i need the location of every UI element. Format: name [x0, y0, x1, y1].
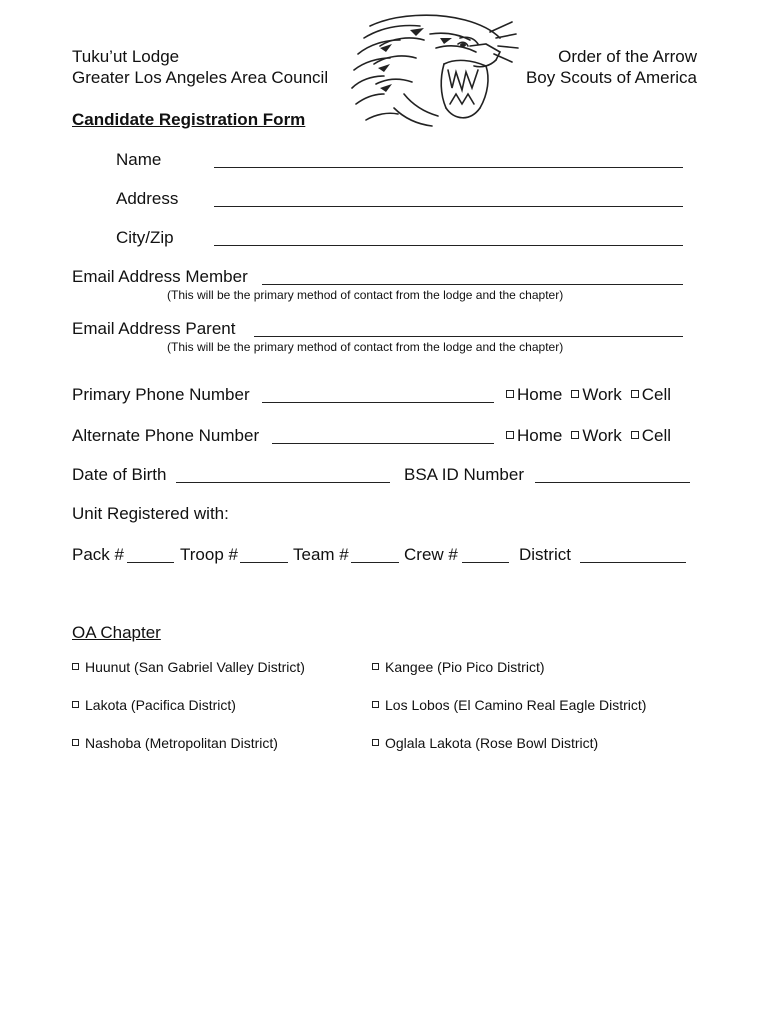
chapter-option[interactable]: Kangee (Pio Pico District): [372, 659, 545, 676]
checkbox-icon[interactable]: [372, 701, 379, 708]
primary-work-option[interactable]: Work: [571, 385, 621, 405]
checkbox-icon[interactable]: [506, 431, 514, 439]
checkbox-icon[interactable]: [372, 663, 379, 670]
lodge-name: Tuku’ut Lodge: [72, 47, 180, 66]
pack-label: Pack #: [72, 545, 124, 564]
chapter-option[interactable]: Lakota (Pacifica District): [72, 697, 236, 714]
chapter-option[interactable]: Oglala Lakota (Rose Bowl District): [372, 735, 598, 752]
crew-label: Crew #: [404, 545, 458, 564]
alternate-cell-option[interactable]: Cell: [631, 426, 671, 446]
team-label: Team #: [293, 545, 349, 564]
email-parent-note: (This will be the primary method of contact from the lodge and the chapter): [167, 340, 564, 354]
checkbox-icon[interactable]: [372, 739, 379, 746]
form-title: Candidate Registration Form: [72, 110, 306, 129]
primary-cell-option[interactable]: Cell: [631, 385, 671, 405]
email-member-label: Email Address Member: [72, 267, 248, 286]
chapter-option[interactable]: Los Lobos (El Camino Real Eagle District): [372, 697, 646, 714]
district-field[interactable]: [580, 562, 686, 563]
chapter-option[interactable]: Nashoba (Metropolitan District): [72, 735, 278, 752]
troop-field[interactable]: [240, 562, 288, 563]
chapter-option[interactable]: Huunut (San Gabriel Valley District): [72, 659, 305, 676]
checkbox-icon[interactable]: [72, 663, 79, 670]
email-parent-field[interactable]: [254, 336, 683, 337]
checkbox-icon[interactable]: [631, 431, 639, 439]
checkbox-icon[interactable]: [631, 390, 639, 398]
district-label: District: [519, 545, 571, 564]
organization-name: Boy Scouts of America: [525, 68, 697, 87]
email-member-note: (This will be the primary method of contact from the lodge and the chapter): [167, 288, 564, 302]
oa-chapter-heading: OA Chapter: [72, 623, 161, 642]
order-name: Order of the Arrow: [558, 47, 697, 66]
primary-home-option[interactable]: Home: [506, 385, 562, 405]
primary-phone-label: Primary Phone Number: [72, 385, 250, 404]
name-label: Name: [116, 150, 162, 169]
council-name: Greater Los Angeles Area Council: [72, 68, 329, 87]
cityzip-label: City/Zip: [116, 228, 174, 247]
bsa-id-label: BSA ID Number: [404, 465, 524, 484]
alternate-phone-label: Alternate Phone Number: [72, 426, 260, 445]
alternate-phone-field[interactable]: [272, 443, 494, 444]
checkbox-icon[interactable]: [571, 390, 579, 398]
alternate-home-option[interactable]: Home: [506, 426, 562, 446]
team-field[interactable]: [351, 562, 399, 563]
address-label: Address: [116, 189, 179, 208]
email-parent-label: Email Address Parent: [72, 319, 236, 338]
troop-label: Troop #: [180, 545, 238, 564]
crew-field[interactable]: [462, 562, 509, 563]
dob-label: Date of Birth: [72, 465, 167, 484]
tiger-head-icon: [340, 8, 520, 132]
address-field[interactable]: [214, 206, 683, 207]
pack-field[interactable]: [127, 562, 174, 563]
checkbox-icon[interactable]: [506, 390, 514, 398]
name-field[interactable]: [214, 167, 683, 168]
checkbox-icon[interactable]: [72, 739, 79, 746]
unit-label: Unit Registered with:: [72, 504, 229, 523]
primary-phone-type: [506, 385, 680, 405]
cityzip-field[interactable]: [214, 245, 683, 246]
primary-phone-field[interactable]: [262, 402, 494, 403]
checkbox-icon[interactable]: [571, 431, 579, 439]
alternate-work-option[interactable]: Work: [571, 426, 621, 446]
email-member-field[interactable]: [262, 284, 683, 285]
dob-field[interactable]: [176, 482, 390, 483]
alternate-phone-type: [506, 426, 680, 446]
bsa-id-field[interactable]: [535, 482, 690, 483]
checkbox-icon[interactable]: [72, 701, 79, 708]
